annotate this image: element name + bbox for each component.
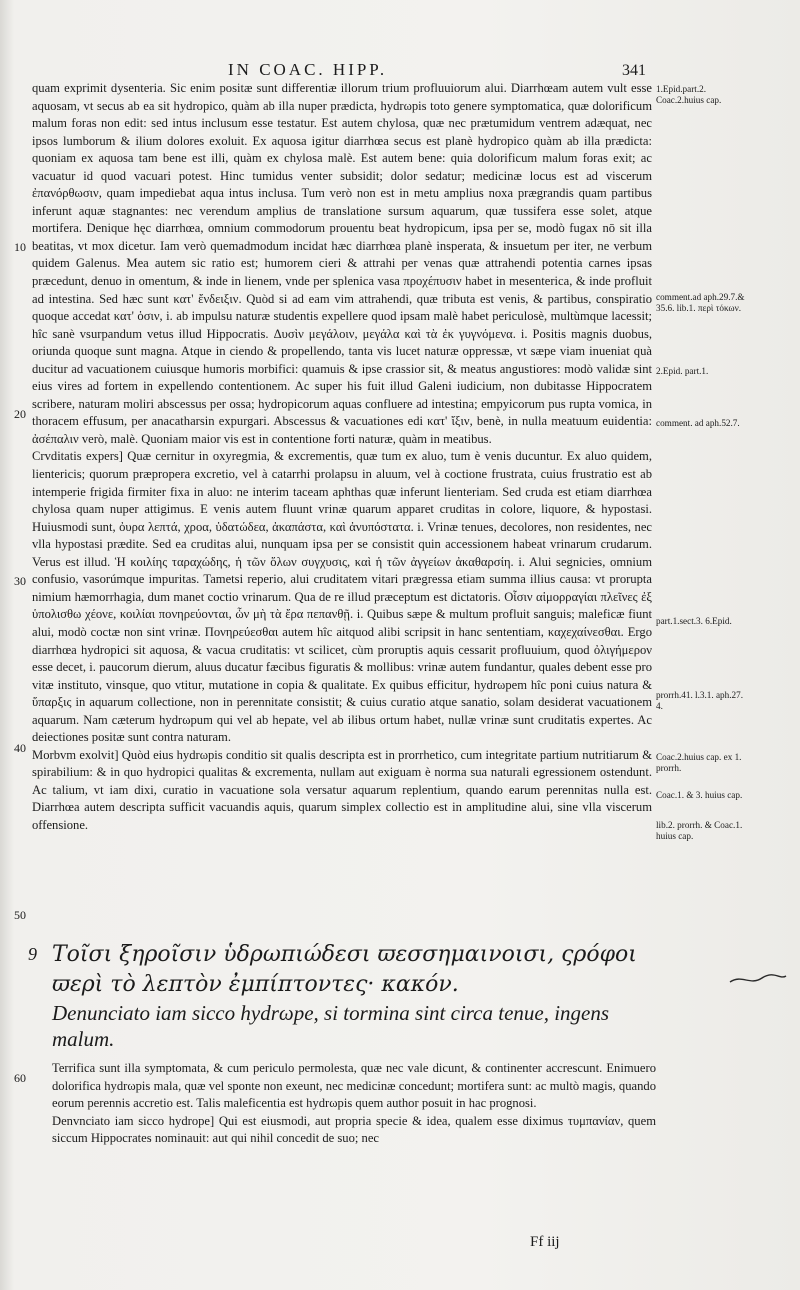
margin-note: Coac.2.huius cap. ex 1. prorrh. bbox=[656, 752, 742, 773]
aphorism-number: 9 bbox=[28, 944, 37, 964]
paragraph: quam exprimit dysenteria. Sic enim positæ sunt differentiæ illorum trium profluuiorum alui. Diarrhœam autem vult esse aquosam, vt secus ab ea sit hydropico, quàm ab illa nuper prædicta, hydrωpis toto genere symptomatica, quæ dolorificum malum foras non edit: sed intus inclusum esse testatur. Est autem chylosa, quæ nec prætumidum ventrem adæquat, nec ipsos lumborum & ilium dolores exoluit. Ex aquosa igitur diarrhœa secus est planè hydropico quàm ab illa prædicta: quoniam ex aquosa tam bene est illi, quàm ex chylosa malè. Est autem bene: quia dolorificum malum foras exit; ac vacuatur id quod vacuari potest. Hinc tumidus venter subsidit; dolor sedatur; medicinæ locus est ad viscerum ἐπανόρθωσιν, quam impediebat aqua intus inclusa. Tum verò non est in metu amplius noxa prægrandis quam partibus inferunt aquæ stagnantes: nec verendum amplius de translatione sursum aquarum, quæ tussifera esse solet, atque mortifera. Denique hęc diarrhœa, omnium commodorum prouentu beat hydropicum, ipsa per se, modò fugax nō sit illa beatitas, vt mox dicetur. Iam verò quemadmodum incidat hæc diarrhœa planè insperata, & insuetum per iter, ne verbum quidem Galenus. Mea autem sic ratio est; humorem cieri & attrahi per venas quæ attrahendi potentia carnes ipsas præcedunt, denuo in omentum, & inde in lienem, vnde per splenica vasa προχέπυσιν habet in mesenterica, & inde profluit ad intestina. Sed hæc sunt κατ' ἔνδειξιν. Quòd si ad eam vim attrahendi, quæ tributa est venis, & partibus, conspiratio quoque accedat κατ' ὁσιν, i. ab impulsu naturæ studentis expellere quod ipsam malè habet periculosè, multùmque lacessit; hîc sanè vsurpandum vetus illud Hippocratis. Δυσὶν μεγάλοιν, μεγάλα καὶ τὰ ἐκ γυγνόμενα. i. Positis magnis duobus, oriunda quoque sunt magna. Atque in ciendo & propellendo, tanta vis lucet naturæ oppressæ, vt sæpe viam inueniat quà ducitur ad vacuationem cuiusque humoris morbifici: quamuis & ipse crassior sit, & meatus angustiores: modò validæ sint eius vires ad fortem in expellendo contentionem. Ac super his fuit illud Galeni iudicium, non dubitasse Hippocratem scribere, naturam moliri abscessus per ossa; hydropicorum aquas confluere ad intestina; empyicorum pus rupta vomica, in thoracem effusum, per anacatharsin expurgari. Abscessus & vacuationes edi κατ' ἴξιν, benè, in nulla meatuum euidentia: ἀσέπαλιν verò, malè. Quoniam maior vis est in contentione forti naturæ, quàm in meatibus. bbox=[32, 81, 652, 446]
aphorism-greek: Τοῖσι ξηροῖσιν ὑδρωπιώδεσι ϖεσσημαινοισι, ςρόφοι ϖερὶ τὸ λεπ⁠τὸν ἐμπίπ⁠τοντες· κακόν. bbox=[52, 942, 637, 997]
line-number: 10 bbox=[14, 240, 26, 254]
running-head: IN COAC. HIPP. bbox=[228, 60, 388, 79]
line-number: 30 bbox=[14, 574, 26, 588]
margin-note: 2.Epid. part.1. bbox=[656, 366, 709, 376]
paragraph: Morbvm exolvit] Quòd eius hydrωpis conditio sit qualis descripta est in prorrhetico, cum integritate partium nutritiarum & spirabilium: & in quo hydropici qualitas & excrementa, nullam aut exiguam è norma sua naturali egressionem ostendunt. Ac talium, vt iam dixi, curatio in vacuatione sola versatur aquarum replentium, quando earum perennitas nulla est. Diarrhœa autem descripta sufficit vacuandis aquis, quarum simplex collectio est in amplitudine alui, sine vlla viscerum offensione. bbox=[32, 747, 652, 832]
line-number: 60 bbox=[14, 1071, 26, 1085]
commentary bbox=[52, 1060, 656, 1148]
margin-note: Coac.1. & 3. huius cap. bbox=[656, 790, 743, 800]
page-number: 341 bbox=[622, 62, 646, 79]
commentary-paragraph: Denvnciato iam sicco hydrope] Qui est eiusmodi, aut propria specie & idea, qualem esse diximus τυμπανίαν, quem siccum Hippocrates nominauit: aut qui nihil concedit de suo; nec bbox=[52, 1113, 656, 1145]
margin-note: comment.ad aph.29.7.& 35.6. lib.1. περὶ τόκων. bbox=[656, 292, 745, 313]
margin-note: part.1.sect.3. 6.Epid. bbox=[656, 616, 732, 626]
margin-note: 1.Epid.part.2. Coac.2.huius cap. bbox=[656, 84, 722, 105]
main-text bbox=[32, 80, 652, 835]
margin-note: prorrh.41. l.3.1. aph.27. 4. bbox=[656, 690, 744, 711]
line-number: 40 bbox=[14, 741, 26, 755]
paragraph: Crvditatis expers] Quæ cernitur in oxyregmia, & excrementis, quæ tum ex aluo, tum è venis ducuntur. Ex aluo quidem, lientericis; quorum præpropera excretio, vel à catarrhi prolapsu in aluum, vel à coctione frustrata, cuius frustratio est ab intemperie frigida firmiter fixa in aluo: ne interim taceam aphthas quæ inferunt lienteriam. Sed cruda est etiam diarrhœa chylosa quam nuper attigimus. E venis autem fluunt vrinæ quarum apparet cruditas in colore, liquore, & hypostasi. Huiusmodi sunt, ὀυρα λεπτά, χροα, ὑδατώδεα, ἀκαπάστα, καὶ ἀνυπόστατα. i. Vrinæ tenues, decolores, non residentes, nec vlla hypostasi prædite. Sed ea cruditas alui, nunquam ipsa per se consistit quin accessionem habeat vrinarum crudarum. Verus est illud. Ἡ κοιλίης ταραχώδης, ἡ τῶν ὅλων συγχυσις, καὶ ἡ τῶν ἀγγείων ἀκαθαρσίη. i. Alui segnicies, omnium confusio, vasorúmque impuritas. Tametsi reperio, alui cruditatem vitari prægressa etiam summa illius causa: vt prorupta nimium hæmorrhagia, dum manet coctio vrinarum. Qua de re illud præceptum est dictatoris. Οἷσιν αἱμορραγίαι πλεῖνες ἐξ ὑπολισθω χέονε, κοιλίαι πονηρεύονται, ὧν μὴ τὰ ἔρα πεπανθῇ. i. Quibus sæpe & multum profluit sanguis; maleficæ fiunt alui, modò coctæ non sint vrinæ. Πονηρεύεσθαι autem hîc aitquod alibi scripsit in hanc sententiam, καχεχαίνεσθαι. Ergo diarrhœa hydropici sit aquosa, & vacua cruditatis: vt scilicet, cùm proruptis aquis cessarit profluuium, quod ὀλιγήμερον esse decet, i. paucorum dierum, aluus ducatur fæcibus figuratis & mollibus: vrinæ autem fundantur, quales debent esse pro vitæ instituto, vinsque, quo vtitur, mutatione in copia & qualitate. Ex quibus efficitur, hydrωpem hîc poni cuius natura & ὕπαρξις in aquarum collectione, non in perennitate consistit; & cuius curatio atque sanatio, solam desiderat vacuationem aquarum. Nam cæterum hydrωpum qui vel ab hepate, vel ab ilibus ortum habet, nullæ vrinæ sunt cruditatis expertes. Ac deiectiones positæ sunt contra naturam. bbox=[32, 449, 652, 745]
signature-mark: Ff iij bbox=[530, 1234, 560, 1250]
pen-mark bbox=[728, 960, 788, 1000]
line-number: 50 bbox=[14, 908, 26, 922]
margin-note: comment. ad aph.52.7. bbox=[656, 418, 740, 428]
margin-note: lib.2. prorrh. & Coac.1. huius cap. bbox=[656, 820, 743, 841]
aphorism-latin: Denunciato iam sicco hydrωpe, si tormina sint circa tenue, ingens malum. bbox=[52, 1001, 610, 1051]
commentary-paragraph: Terrifica sunt illa symptomata, & cum periculo permolesta, quæ nec vale dicunt, & continenter accrescunt. Enimuero dolorifica hydrωpis mala, quæ vel sponte non exeunt, nec medicinæ concedunt; mortifera sunt: ac multò magis, quando eorum perennis accretio est. Talis maleficentia est hydrωpis quem author posuit in hac prognosi. bbox=[52, 1061, 656, 1110]
line-number: 20 bbox=[14, 407, 26, 421]
